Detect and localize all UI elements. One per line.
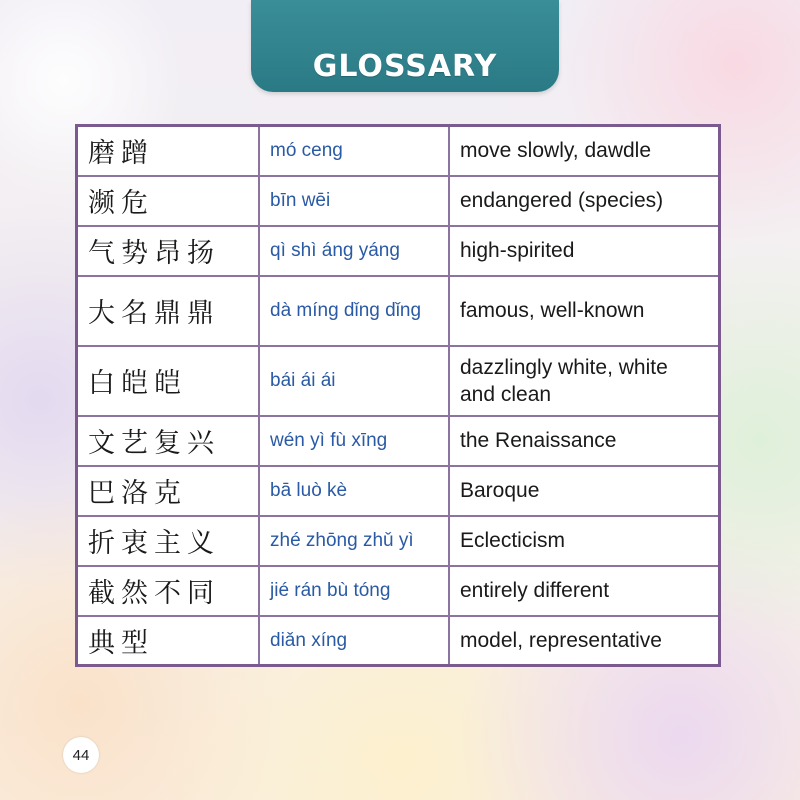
hanzi-cell: 濒危 <box>77 176 260 226</box>
english-cell: high-spirited <box>449 226 720 276</box>
english-cell: Eclecticism <box>449 516 720 566</box>
table-row <box>77 566 720 616</box>
hanzi-cell: 典型 <box>77 616 260 666</box>
pinyin-cell: diǎn xíng <box>259 616 449 666</box>
pinyin-cell: bā luò kè <box>259 466 449 516</box>
page-number: 44 <box>63 737 99 773</box>
hanzi-cell: 磨蹭 <box>77 126 260 176</box>
glossary-table <box>75 124 721 667</box>
english-cell: move slowly, dawdle <box>449 126 720 176</box>
table-row <box>77 276 720 346</box>
page-title: GLOSSARY <box>312 48 498 84</box>
hanzi-cell: 气势昂扬 <box>77 226 260 276</box>
hanzi-cell: 大名鼎鼎 <box>77 276 260 346</box>
pinyin-cell: zhé zhōng zhǔ yì <box>259 516 449 566</box>
pinyin-cell: bīn wēi <box>259 176 449 226</box>
hanzi-cell: 折衷主义 <box>77 516 260 566</box>
table-row <box>77 176 720 226</box>
pinyin-cell: bái ái ái <box>259 346 449 416</box>
english-cell: entirely different <box>449 566 720 616</box>
pinyin-cell: jié rán bù tóng <box>259 566 449 616</box>
table-row <box>77 616 720 666</box>
english-cell: the Renaissance <box>449 416 720 466</box>
table-row <box>77 126 720 176</box>
english-cell: model, representative <box>449 616 720 666</box>
glossary-header-tab <box>251 0 559 92</box>
hanzi-cell: 截然不同 <box>77 566 260 616</box>
hanzi-cell: 巴洛克 <box>77 466 260 516</box>
english-cell: famous, well-known <box>449 276 720 346</box>
english-cell: Baroque <box>449 466 720 516</box>
pinyin-cell: wén yì fù xīng <box>259 416 449 466</box>
table-row <box>77 226 720 276</box>
hanzi-cell: 白皑皑 <box>77 346 260 416</box>
pinyin-cell: dà míng dǐng dǐng <box>259 276 449 346</box>
table-row <box>77 416 720 466</box>
pinyin-cell: mó ceng <box>259 126 449 176</box>
hanzi-cell: 文艺复兴 <box>77 416 260 466</box>
table-row <box>77 466 720 516</box>
table-row <box>77 516 720 566</box>
english-cell: endangered (species) <box>449 176 720 226</box>
english-cell: dazzlingly white, white and clean <box>449 346 720 416</box>
pinyin-cell: qì shì áng yáng <box>259 226 449 276</box>
table-row <box>77 346 720 416</box>
